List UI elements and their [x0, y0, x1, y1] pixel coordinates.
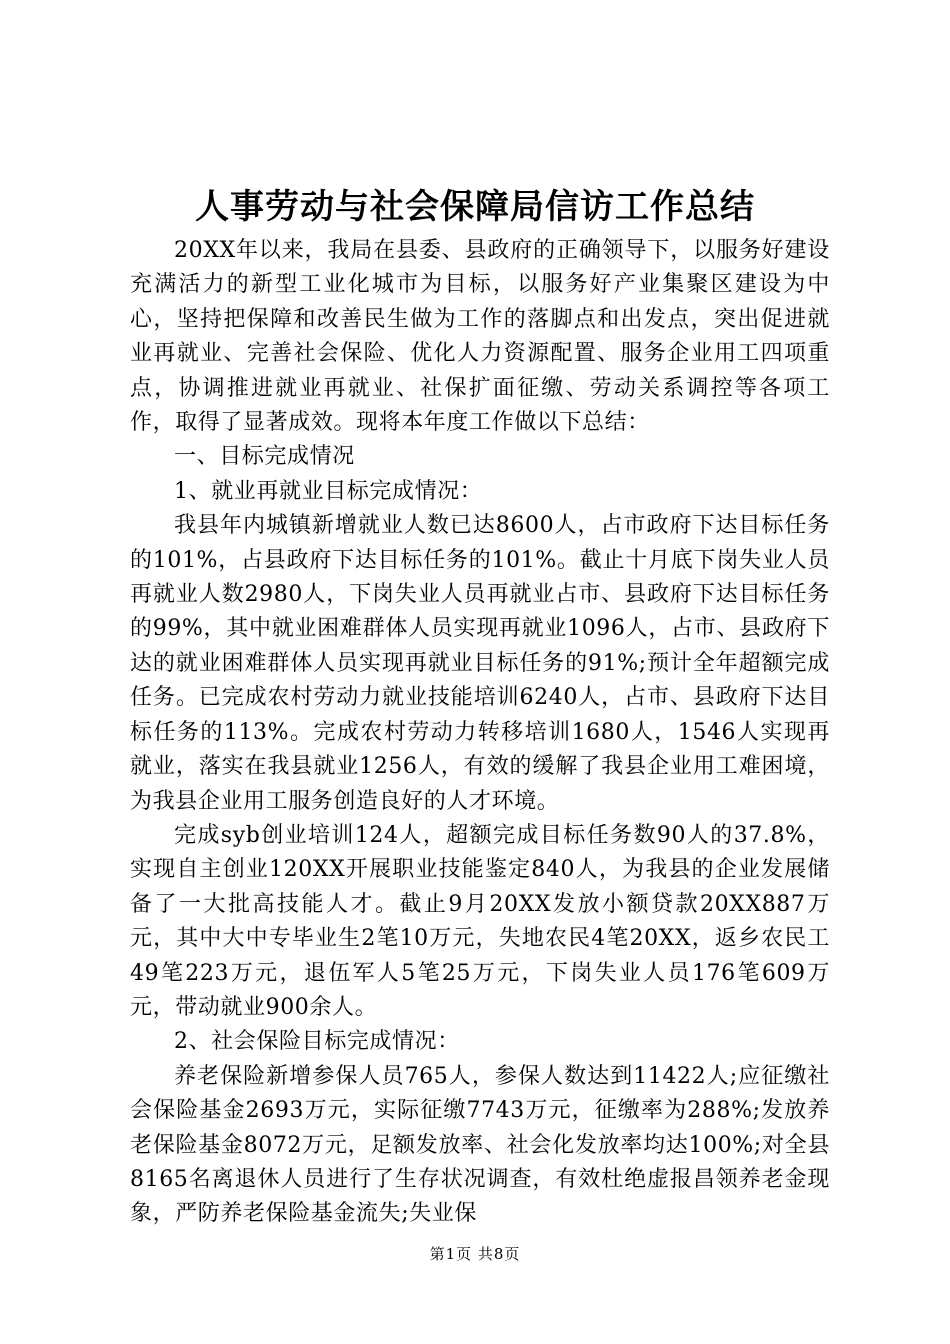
page-number-footer: 第1页 共8页: [429, 1245, 521, 1263]
paragraph-intro: 20XX年以来，我局在县委、县政府的正确领导下，以服务好建设充满活力的新型工业化城市为目标，以服务好产业集聚区建设为中心，坚持把保障和改善民生做为工作的落脚点和出发点，突出促进就业再就业、完善社会保险、优化人力资源配置、服务企业用工四项重点，协调推进就业再就业、社保扩面征缴、劳动关系调控等各项工作，取得了显著成效。现将本年度工作做以下总结：: [130, 238, 830, 436]
subsection-heading-social-insurance: 2、社会保险目标完成情况：: [174, 1029, 460, 1055]
document-title: 人事劳动与社会保障局信访工作总结: [195, 187, 755, 227]
subsection-heading-employment: 1、就业再就业目标完成情况：: [174, 478, 483, 504]
paragraph-training: 完成syb创业培训124人，超额完成目标任务数90人的37.8%，实现自主创业120XX开展职业技能鉴定840人，为我县的企业发展储备了一大批高技能人才。截止9月20XX发放小额贷款20XX887万元，其中大中专毕业生2笔10万元，失地农民4笔20XX，返乡农民工49笔223万元，退伍军人5笔25万元，下岗失业人员176笔609万元，带动就业900余人。: [130, 822, 830, 1020]
paragraph-social-insurance: 养老保险新增参保人员765人，参保人数达到11422人;应征缴社会保险基金2693万元，实际征缴7743万元，征缴率为288%;发放养老保险基金8072万元，足额发放率、社会化发放率均达100%;对全县8165名离退休人员进行了生存状况调查，有效杜绝虚报昌领养老金现象，严防养老保险基金流失;失业保: [130, 1063, 830, 1227]
document-body: [130, 234, 830, 1232]
paragraph-employment: 我县年内城镇新增就业人数已达8600人，占市政府下达目标任务的101%，占县政府下达目标任务的101%。截止十月底下岗失业人员再就业人数2980人，下岗失业人员再就业占市、县政府下达目标任务的99%，其中就业困难群体人员实现再就业1096人，占市、县政府下达的就业困难群体人员实现再就业目标任务的91%;预计全年超额完成任务。已完成农村劳动力就业技能培训6240人，占市、县政府下达目标任务的113%。完成农村劳动力转移培训1680人，1546人实现再就业，落实在我县就业1256人，有效的缓解了我县企业用工难困境，为我县企业用工服务创造良好的人才环境。: [130, 513, 830, 814]
section-heading-targets: 一、目标完成情况: [174, 444, 355, 470]
